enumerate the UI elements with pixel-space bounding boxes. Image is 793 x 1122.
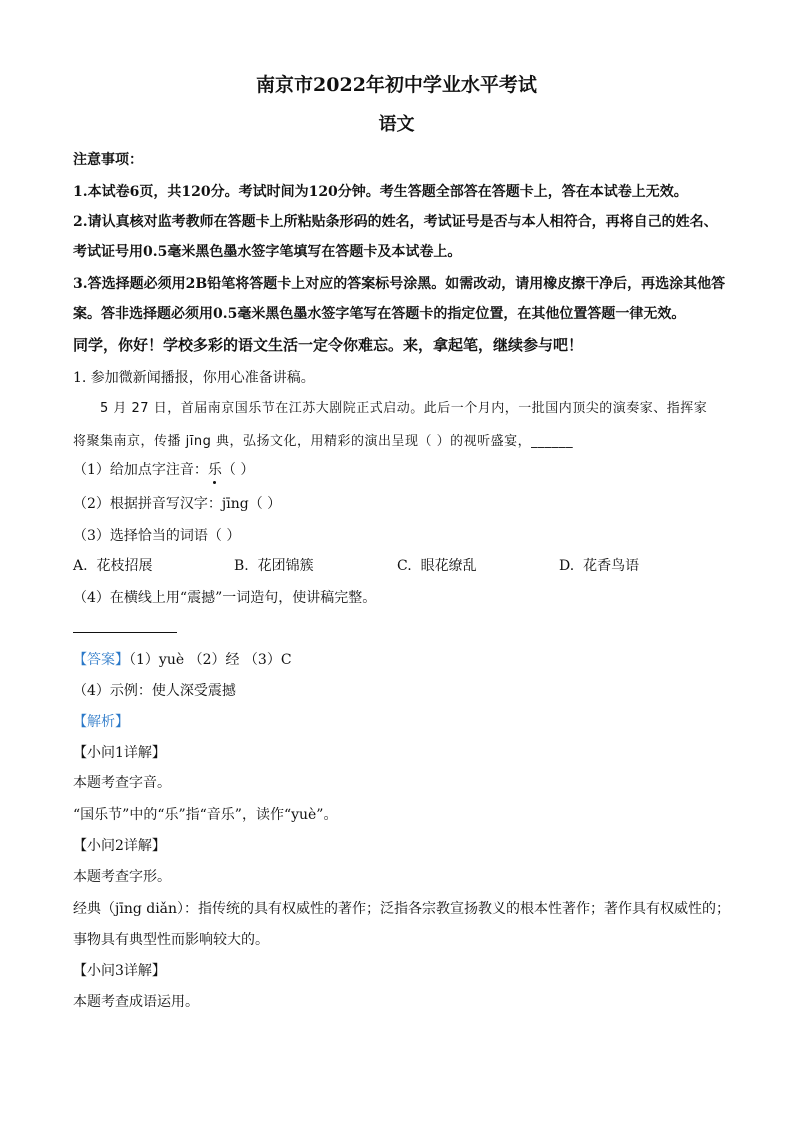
notice-heading: 注意事项： xyxy=(73,152,143,168)
answer-line-1 xyxy=(73,650,292,670)
analysis-q1-line-2: “国乐节”中的“乐”指“音乐”，读作“yuè”。 xyxy=(73,807,338,823)
passage-line-2-text: 将聚集南京，传播 jīng 典，弘扬文化，用精彩的演出呈现（ ）的视听盛宴， xyxy=(73,434,532,449)
option-d xyxy=(559,556,639,576)
option-a-label: A. xyxy=(73,558,88,574)
notice-item-3: 3.答选择题必须用2B铅笔将答题卡上对应的答案标号涂黑。如需改动，请用橡皮擦干净后，再选涂其他答 xyxy=(73,276,726,292)
passage-line-1: 5 月 27 日，首届南京国乐节在江苏大剧院正式启动。此后一个月内，一批国内顶尖的演奏家、指挥家 xyxy=(100,401,708,416)
option-d-text: 花香鸟语 xyxy=(583,558,640,574)
sub-question-1 xyxy=(73,460,254,480)
notice-item-3-cont: 案。答非选择题必须用0.5毫米黑色墨水签字笔写在答题卡的指定位置，在其他位置答题一律无效。 xyxy=(73,306,686,322)
passage-blank: ______ xyxy=(531,434,574,449)
sub-question-1-suffix: （ ） xyxy=(221,462,255,478)
answer-label: 【答案】 xyxy=(73,652,129,668)
option-b-text: 花团锦簇 xyxy=(257,558,314,574)
answer-line-2: （4）示例：使人深受震撼 xyxy=(73,683,236,699)
analysis-q2-line-3: 事物具有典型性而影响较大的。 xyxy=(73,932,269,948)
option-a xyxy=(73,556,152,576)
sub-question-1-prefix: （1）给加点字注音： xyxy=(73,462,208,478)
analysis-q2-line-2: 经典（jīng diǎn）：指传统的具有权威性的著作；泛指各宗教宣扬教义的根本性著作；著作具有权威性的； xyxy=(73,901,731,917)
answer-values: （1）yuè （2）经 （3）C xyxy=(129,652,292,668)
analysis-q1-heading: 【小问1详解】 xyxy=(73,745,166,761)
option-c-label: C. xyxy=(397,558,412,574)
option-b-label: B. xyxy=(234,558,249,574)
question-1-stem: 1. 参加微新闻播报，你用心准备讲稿。 xyxy=(73,370,315,386)
notice-item-2-cont: 考试证号用0.5毫米黑色墨水签字笔填写在答题卡及本试卷上。 xyxy=(73,244,462,260)
option-d-label: D. xyxy=(559,558,575,574)
passage-line-2 xyxy=(73,432,573,452)
separator-rule xyxy=(73,632,177,633)
option-c-text: 眼花缭乱 xyxy=(420,558,477,574)
analysis-q2-heading: 【小问2详解】 xyxy=(73,838,166,854)
analysis-q3-heading: 【小问3详解】 xyxy=(73,963,166,979)
analysis-label: 【解析】 xyxy=(73,714,129,730)
greeting: 同学，你好！学校多彩的语文生活一定令你难忘。来，拿起笔，继续参与吧！ xyxy=(73,336,584,354)
notice-item-2: 2.请认真核对监考教师在答题卡上所粘贴条形码的姓名，考试证号是否与本人相符合，再将自己的姓名、 xyxy=(73,214,718,230)
option-a-text: 花枝招展 xyxy=(96,558,153,574)
sub-question-3: （3）选择恰当的词语（ ） xyxy=(73,528,241,544)
option-c xyxy=(397,556,477,576)
analysis-q2-line-1: 本题考查字形。 xyxy=(73,869,171,885)
subject-title: 语文 xyxy=(378,114,415,135)
dotted-char: 乐 xyxy=(207,462,222,478)
analysis-q3-line-1: 本题考查成语运用。 xyxy=(73,994,199,1010)
sub-question-2: （2）根据拼音写汉字：jīng（ ） xyxy=(73,496,282,512)
notice-item-1: 1.本试卷6页，共120分。考试时间为120分钟。考生答题全部答在答题卡上，答在本试卷上无效。 xyxy=(73,184,688,200)
sub-question-4: （4）在横线上用“震撼”一词造句，使讲稿完整。 xyxy=(73,590,377,606)
option-b xyxy=(234,556,314,576)
analysis-q1-line-1: 本题考查字音。 xyxy=(73,775,171,791)
exam-title: 南京市2022年初中学业水平考试 xyxy=(256,74,537,96)
